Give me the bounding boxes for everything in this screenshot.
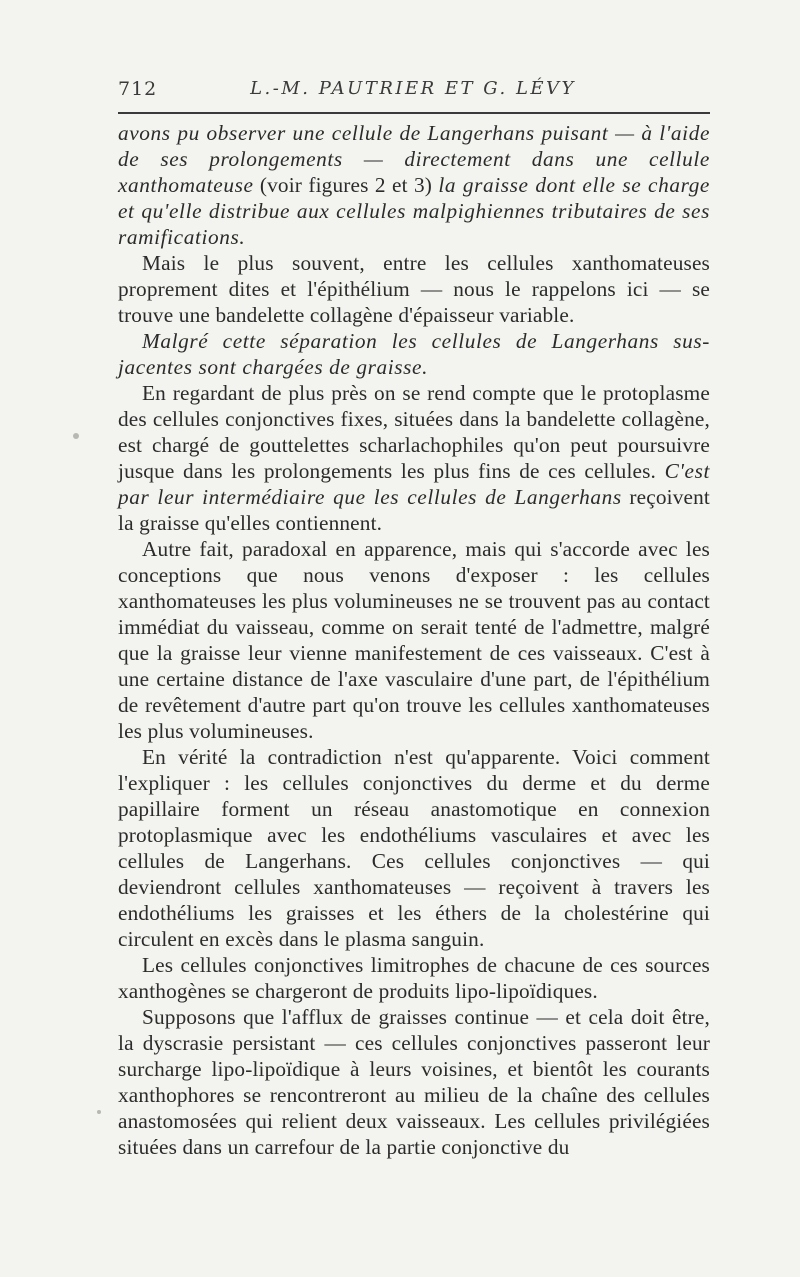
paragraph-1	[118, 120, 710, 250]
running-head-title: L.-M. PAUTRIER ET G. LÉVY	[250, 78, 576, 99]
page-number: 712	[118, 78, 158, 100]
italic-statement: Malgré cette séparation les cellules de Langerhans sus-jacentes sont chargées de graisse.	[118, 329, 710, 379]
margin-speck	[73, 433, 79, 439]
italic-phrase: avons pu observer une cellule de Langerhans puisant — à l'aide de ses prolongements — directement dans une cellule xanthomateuse	[118, 121, 710, 197]
paragraph-5: Autre fait, paradoxal en apparence, mais qui s'accorde avec les conceptions que nous venons d'exposer : les cellules xanthomateuses les plus volumineuses ne se trouvent pas au contact immédiat du vaisseau, comme on serait tenté de l'admettre, malgré que la graisse leur vienne manifestement de ces vaisseaux. C'est à une certaine distance de l'axe vasculaire d'une part, de l'épithélium de revêtement d'autre part qu'on trouve les cellules xanthomateuses les plus volumineuses.	[118, 537, 710, 743]
paragraph-6: En vérité la contradiction n'est qu'apparente. Voici comment l'expliquer : les cellules conjonctives du derme et du derme papillaire forment un réseau anastomotique en connexion protoplasmique avec les endothéliums vasculaires et avec les cellules de Langerhans. Ces cellules conjonctives — qui deviendront cellules xanthomateuses — reçoivent à travers les endothéliums les graisses et les éthers de la cholestérine qui circulent en excès dans le plasma sanguin.	[118, 745, 710, 951]
italic-phrase: la graisse dont elle se charge et qu'elle distribue aux cellules malpighiennes tributaires de ses ramifications.	[118, 173, 710, 249]
paragraph-8: Supposons que l'afflux de graisses continue — et cela doit être, la dyscrasie persistant — ces cellules conjonctives passeront leur surcharge lipo-lipoïdique à leurs voisines, et bientôt les courants xanthophores se rencontreront au milieu de la chaîne des cellules anastomosées qui relient deux vaisseaux. Les cellules privilégiées situées dans un carrefour de la partie conjonctive du	[118, 1005, 710, 1159]
header-rule	[118, 112, 710, 114]
paragraph-7: Les cellules conjonctives limitrophes de chacune de ces sources xanthogènes se chargeront de produits lipo-lipoïdiques.	[118, 953, 710, 1003]
paragraph-4: En regardant de plus près on se rend compte que le protoplasme des cellules conjonctives fixes, situées dans la bandelette collagène, est chargé de gouttelettes scharlachophiles qu'on peut poursuivre jusque dans les prolongements les plus fins de ces cellules. C'est par leur intermédiaire que les cellules de Langerhans reçoivent la graisse qu'elles contiennent.	[118, 381, 710, 535]
paragraph-2: Mais le plus souvent, entre les cellules xanthomateuses proprement dites et l'épithélium — nous le rappelons ici — se trouve une bandelette collagène d'épaisseur variable.	[118, 251, 710, 327]
body-text	[118, 120, 710, 1160]
margin-speck	[97, 1110, 101, 1114]
italic-phrase: C'est par leur intermédiaire que les cellules de Langerhans	[118, 459, 710, 509]
paragraph-3	[118, 328, 710, 380]
running-head	[118, 78, 708, 102]
figure-reference: (voir figures 2 et 3)	[253, 173, 439, 197]
